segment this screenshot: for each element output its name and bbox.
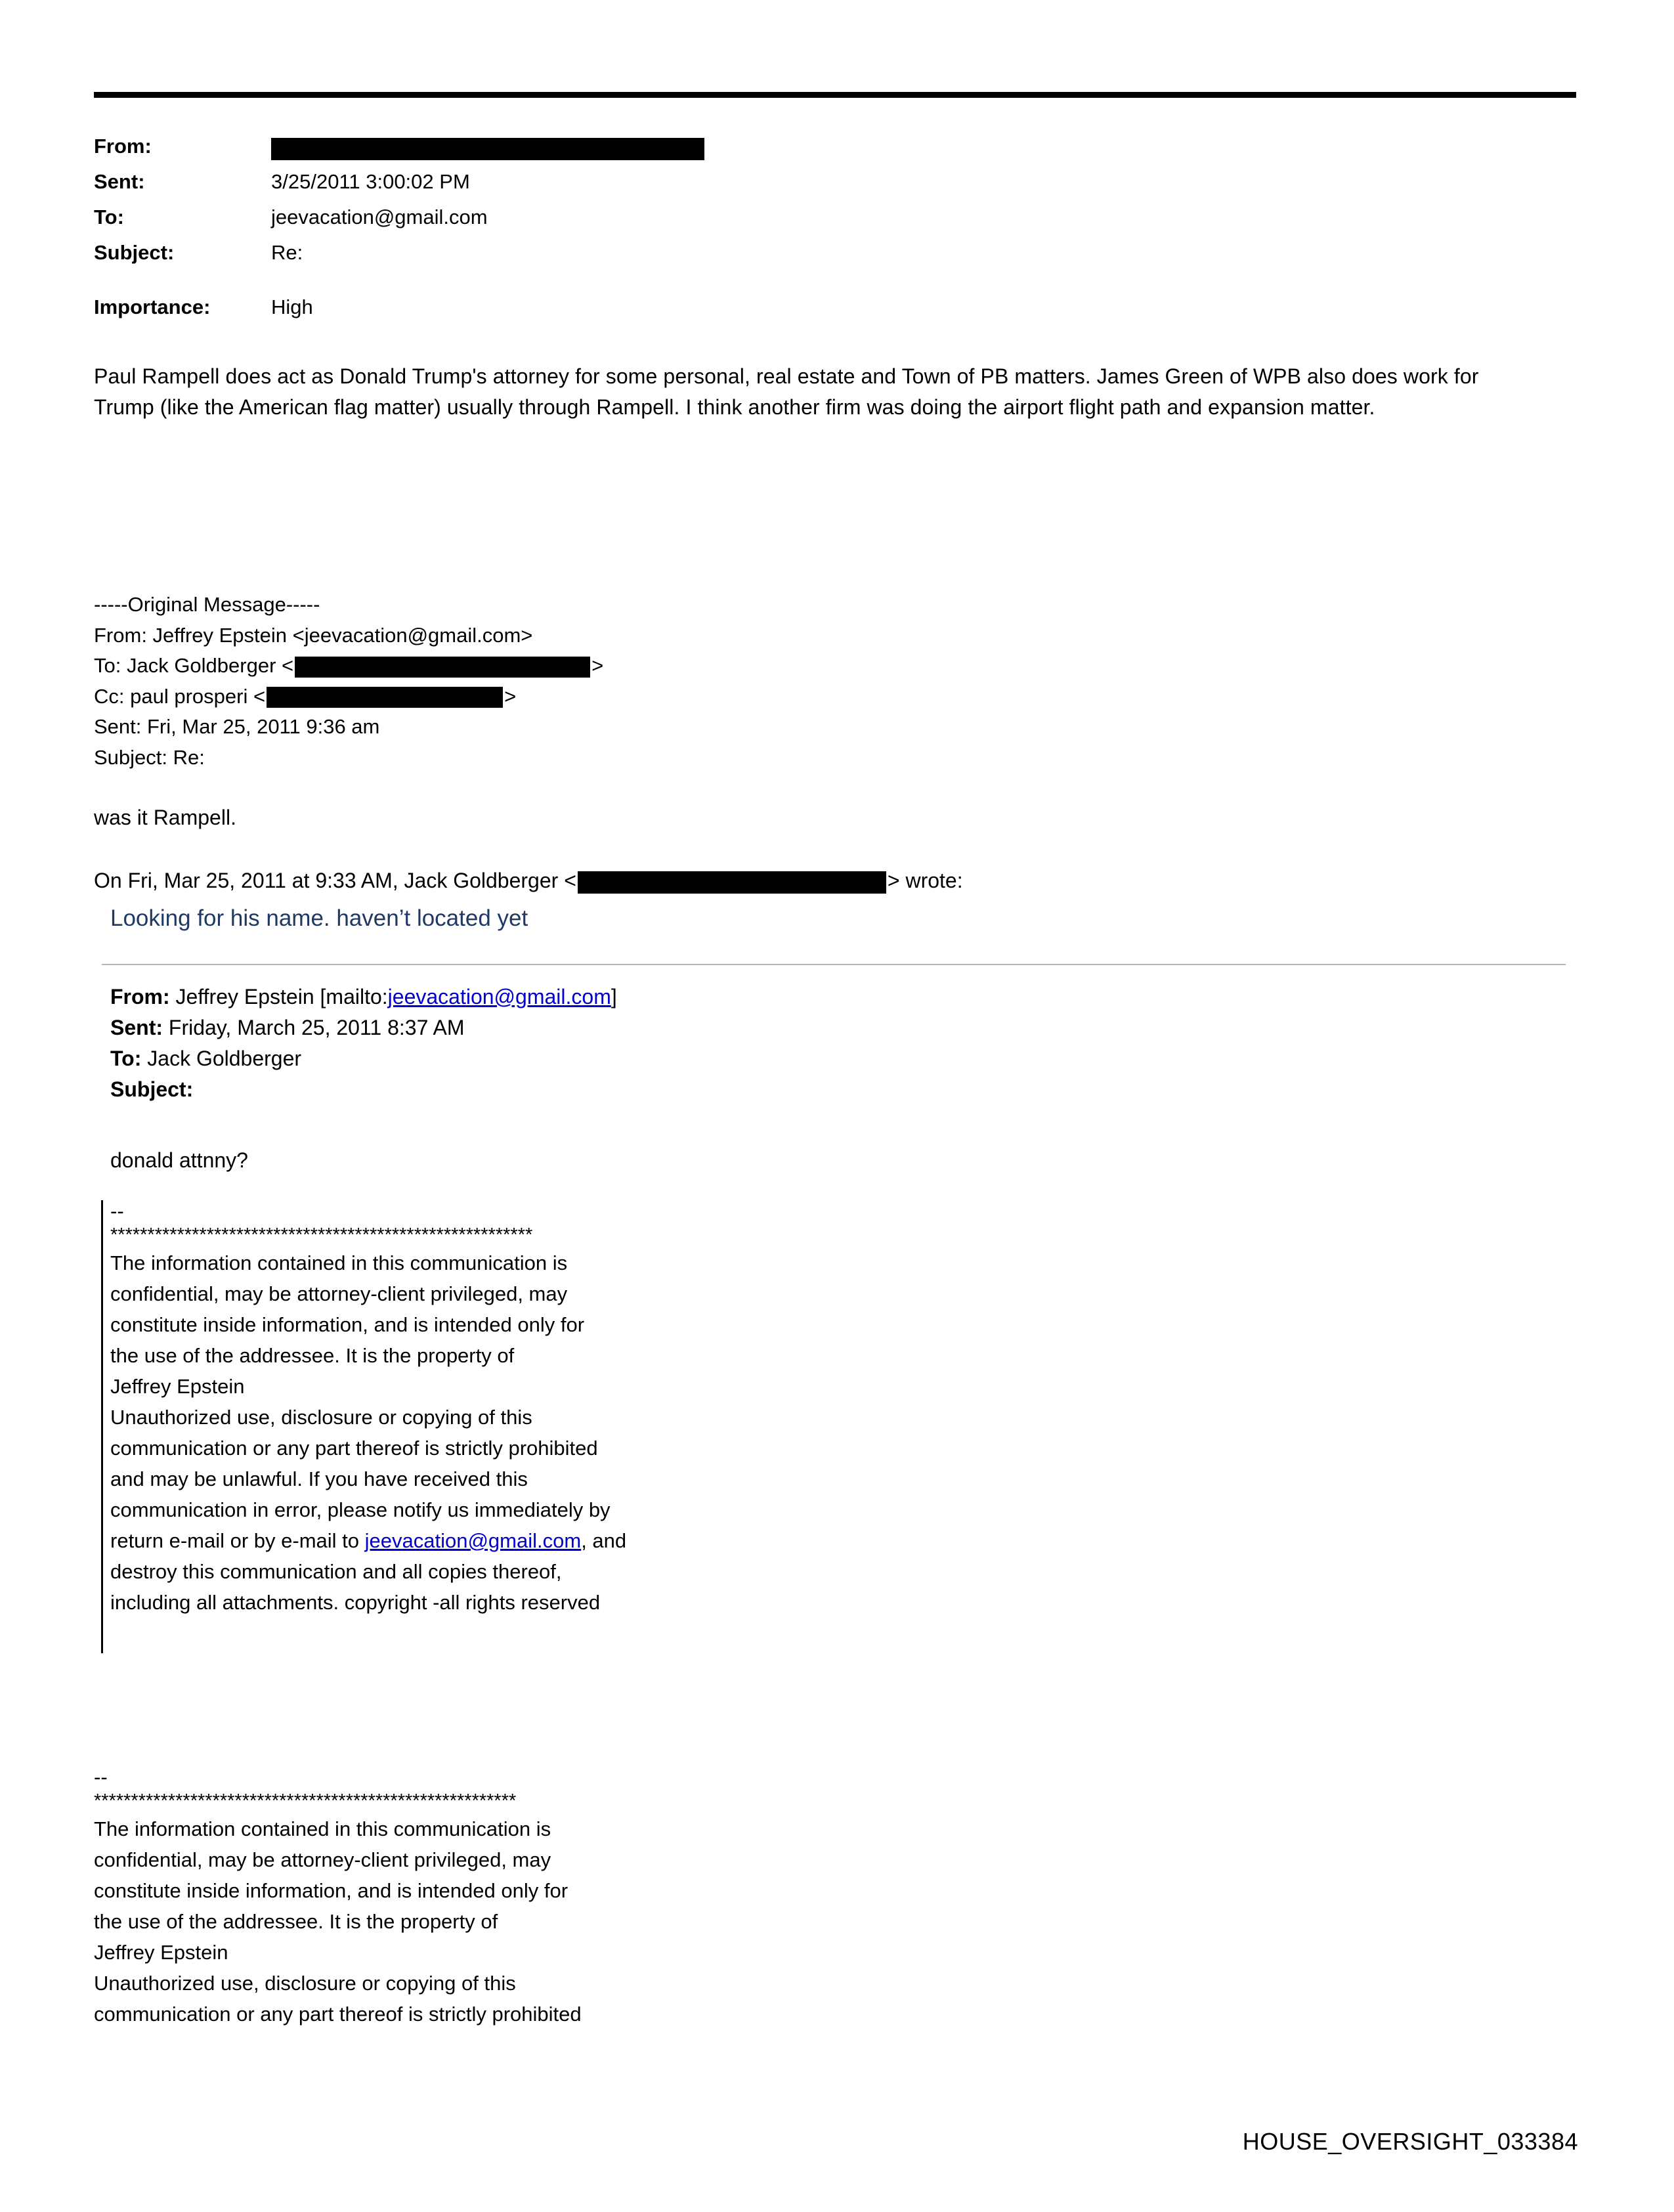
disclaimer-2-line: communication or any part thereof is strictly prohibited <box>94 2003 582 2026</box>
header-row-sent <box>94 164 1472 200</box>
disclaimer-1-stars: ********************************************************* <box>110 1225 533 1246</box>
disclaimer-2-line: confidential, may be attorney-client privileged, may <box>94 1848 551 1871</box>
inner-subject-row: Subject: <box>110 1077 194 1101</box>
header-row-from <box>94 129 1472 164</box>
disclaimer-1-line: communication in error, please notify us immediately by <box>110 1498 611 1521</box>
original-separator: -----Original Message----- <box>94 593 320 616</box>
bates-number: HOUSE_OVERSIGHT_033384 <box>1242 2128 1578 2155</box>
disclaimer-1-line: destroy this communication and all copies thereof, <box>110 1560 562 1583</box>
header-row-importance <box>94 292 1472 323</box>
disclaimer-1-line: the use of the addressee. It is the property of <box>110 1344 515 1367</box>
subject-value: Re: <box>271 241 303 264</box>
disclaimer-1-line: Unauthorized use, disclosure or copying of this <box>110 1406 532 1429</box>
disclaimer-1-line: The information contained in this communication is <box>110 1251 568 1274</box>
inner-from-email-link[interactable]: jeevacation@gmail.com <box>387 985 611 1008</box>
disclaimer-1-line: Jeffrey Epstein <box>110 1375 245 1398</box>
disclaimer-1-line-with-link: return e-mail or by e-mail to jeevacation@gmail.com, and <box>110 1529 627 1552</box>
email-header-block <box>94 129 1472 271</box>
handwritten-note: Looking for his name. haven’t located yet <box>110 905 528 931</box>
to-value: jeevacation@gmail.com <box>271 206 488 228</box>
original-subject: Subject: Re: <box>94 745 205 769</box>
email-body-paragraph: Paul Rampell does act as Donald Trump's attorney for some personal, real estate and Town of PB matters. James Green of WPB also does work for Trump (like the American flag matter) usually through Rampell. I think another firm was doing the airport flight path and expansion matter. <box>94 364 1479 419</box>
disclaimer-1-line: and may be unlawful. If you have received this <box>110 1467 528 1490</box>
disclaimer-2-text <box>94 1813 829 2029</box>
sent-value: 3/25/2011 3:00:02 PM <box>271 170 470 193</box>
original-sent: Sent: Fri, Mar 25, 2011 9:36 am <box>94 715 380 738</box>
disclaimer-block-2 <box>94 1766 829 2029</box>
disclaimer-2-line: Unauthorized use, disclosure or copying of this <box>94 1972 516 1995</box>
importance-value: High <box>271 295 313 318</box>
redaction-box-to <box>295 657 590 678</box>
redaction-box-goldberger <box>578 871 886 894</box>
disclaimer-1-text <box>110 1247 846 1618</box>
original-reply-text: was it Rampell. <box>94 806 236 829</box>
quote-bar <box>101 1200 103 1653</box>
header-rule <box>94 92 1576 98</box>
inner-message-headers <box>110 982 1423 1105</box>
inner-message-divider <box>102 964 1566 965</box>
disclaimer-1-line: communication or any part thereof is strictly prohibited <box>110 1437 598 1460</box>
disclaimer-2-line: Jeffrey Epstein <box>94 1941 228 1964</box>
disclaimer-1-line: including all attachments. copyright -all rights reserved <box>110 1591 601 1614</box>
disclaimer-email-link[interactable]: jeevacation@gmail.com <box>364 1529 582 1552</box>
inner-message-body: donald attnny? <box>110 1148 248 1172</box>
inner-sent-row: Sent: Friday, March 25, 2011 8:37 AM <box>110 1016 465 1039</box>
disclaimer-1-dashes: -- <box>110 1200 124 1223</box>
subject-label: Subject: <box>94 241 175 264</box>
inner-to-row: To: Jack Goldberger <box>110 1047 302 1070</box>
redaction-box-cc <box>267 687 503 708</box>
disclaimer-2-line: the use of the addressee. It is the property of <box>94 1910 498 1933</box>
redaction-box-from <box>271 138 704 160</box>
disclaimer-2-dashes: -- <box>94 1766 108 1789</box>
on-wrote-line: On Fri, Mar 25, 2011 at 9:33 AM, Jack Goldberger < > wrote: <box>94 869 963 892</box>
disclaimer-1-line: confidential, may be attorney-client privileged, may <box>110 1282 568 1305</box>
original-from: From: Jeffrey Epstein <jeevacation@gmail.com> <box>94 623 533 647</box>
original-to: To: Jack Goldberger < > <box>94 654 604 677</box>
disclaimer-block-1 <box>110 1200 846 1618</box>
header-row-to <box>94 200 1472 235</box>
from-label: From: <box>94 135 152 158</box>
to-label: To: <box>94 206 124 228</box>
header-row-subject <box>94 235 1472 271</box>
disclaimer-2-stars: ********************************************************* <box>94 1790 517 1811</box>
disclaimer-2-line: constitute inside information, and is intended only for <box>94 1879 569 1902</box>
sent-label: Sent: <box>94 170 145 193</box>
original-cc: Cc: paul prosperi < > <box>94 684 517 708</box>
disclaimer-2-line: The information contained in this communication is <box>94 1817 551 1840</box>
original-message-block <box>94 590 1482 773</box>
importance-label: Importance: <box>94 295 211 318</box>
from-value <box>271 129 704 164</box>
inner-from-row: From: Jeffrey Epstein [mailto:jeevacation@gmail.com] <box>110 985 617 1008</box>
disclaimer-1-line: constitute inside information, and is intended only for <box>110 1313 585 1336</box>
